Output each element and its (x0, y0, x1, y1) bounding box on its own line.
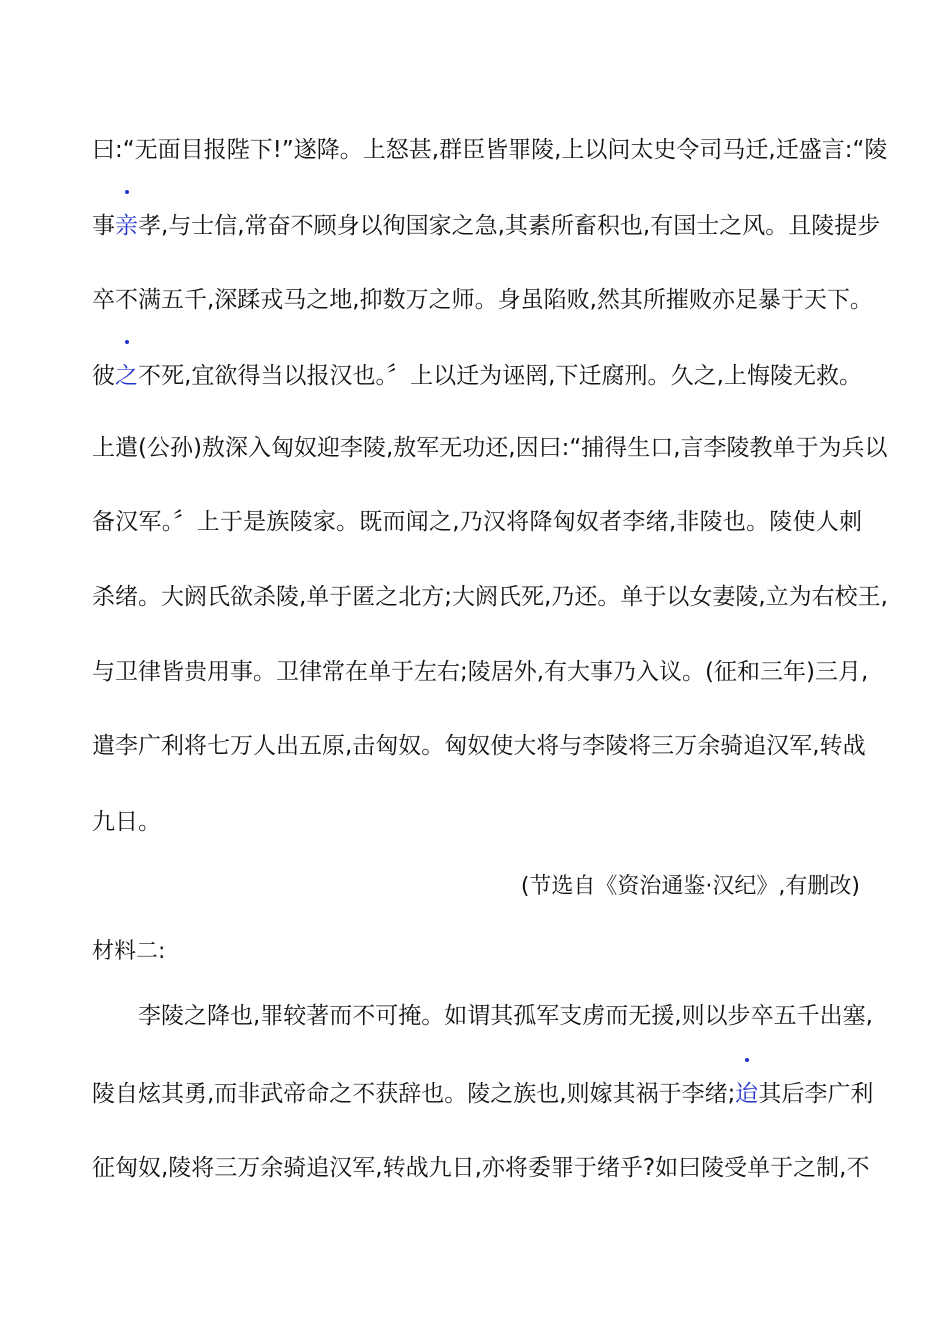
text-segment: 孝,与士信,常奋不顾身以徇国家之急,其素所畜积也,有国士之风。且陵提步 (138, 213, 881, 239)
section-label: 材料二: (92, 939, 166, 964)
text-line (92, 212, 881, 240)
text-segment: 事 (92, 213, 115, 239)
text-line: 九日。 (92, 809, 161, 835)
text-line: 备汉军。〞上于是族陵家。既而闻之,乃汉将降匈奴者李绪,非陵也。陵使人刺 (92, 509, 862, 535)
text-segment: 不死,宜欲得当以报汉也。〞上以迁为诬罔,下迁腐刑。久之,上悔陵无救。 (138, 363, 863, 389)
emphasized-char: 亲 (115, 213, 138, 239)
text-segment: 彼 (92, 363, 116, 389)
text-line: 上遣(公孙)敖深入匈奴迎李陵,敖军无功还,因曰:“捕得生口,言李陵教单于为兵以 (92, 435, 888, 461)
emphasized-char: 迨 (735, 1081, 759, 1107)
text-line (92, 1080, 874, 1108)
text-segment: 其后李广利 (758, 1081, 874, 1107)
emphasized-char: 之 (115, 363, 139, 389)
text-line: 曰:“无面目报陛下!”遂降。上怒甚,群臣皆罪陵,上以问太史令司马迁,迁盛言:“陵 (92, 137, 888, 163)
text-line: 杀绪。大阏氏欲杀陵,单于匿之北方;大阏氏死,乃还。单于以女妻陵,立为右校王, (92, 584, 888, 610)
text-line: 征匈奴,陵将三万余骑追汉军,转战九日,亦将委罪于绪乎?如曰陵受单于之制,不 (92, 1155, 870, 1181)
text-line: 遣李广利将七万人出五原,击匈奴。匈奴使大将与李陵将三万余骑追汉军,转战 (92, 733, 866, 759)
text-line: 李陵之降也,罪较著而不可掩。如谓其孤军支虏而无援,则以步卒五千出塞, (138, 1003, 873, 1029)
text-line: 与卫律皆贵用事。卫律常在单于左右;陵居外,有大事乃入议。(征和三年)三月, (92, 659, 869, 685)
text-line (92, 362, 862, 390)
source-citation: (节选自《资治通鉴·汉纪》,有删改) (520, 874, 860, 899)
text-segment: 陵自炫其勇,而非武帝命之不获辞也。陵之族也,则嫁其祸于李绪; (92, 1081, 736, 1107)
text-line: 卒不满五千,深蹂戎马之地,抑数万之师。身虽陷败,然其所摧败亦足暴于天下。 (92, 287, 873, 313)
